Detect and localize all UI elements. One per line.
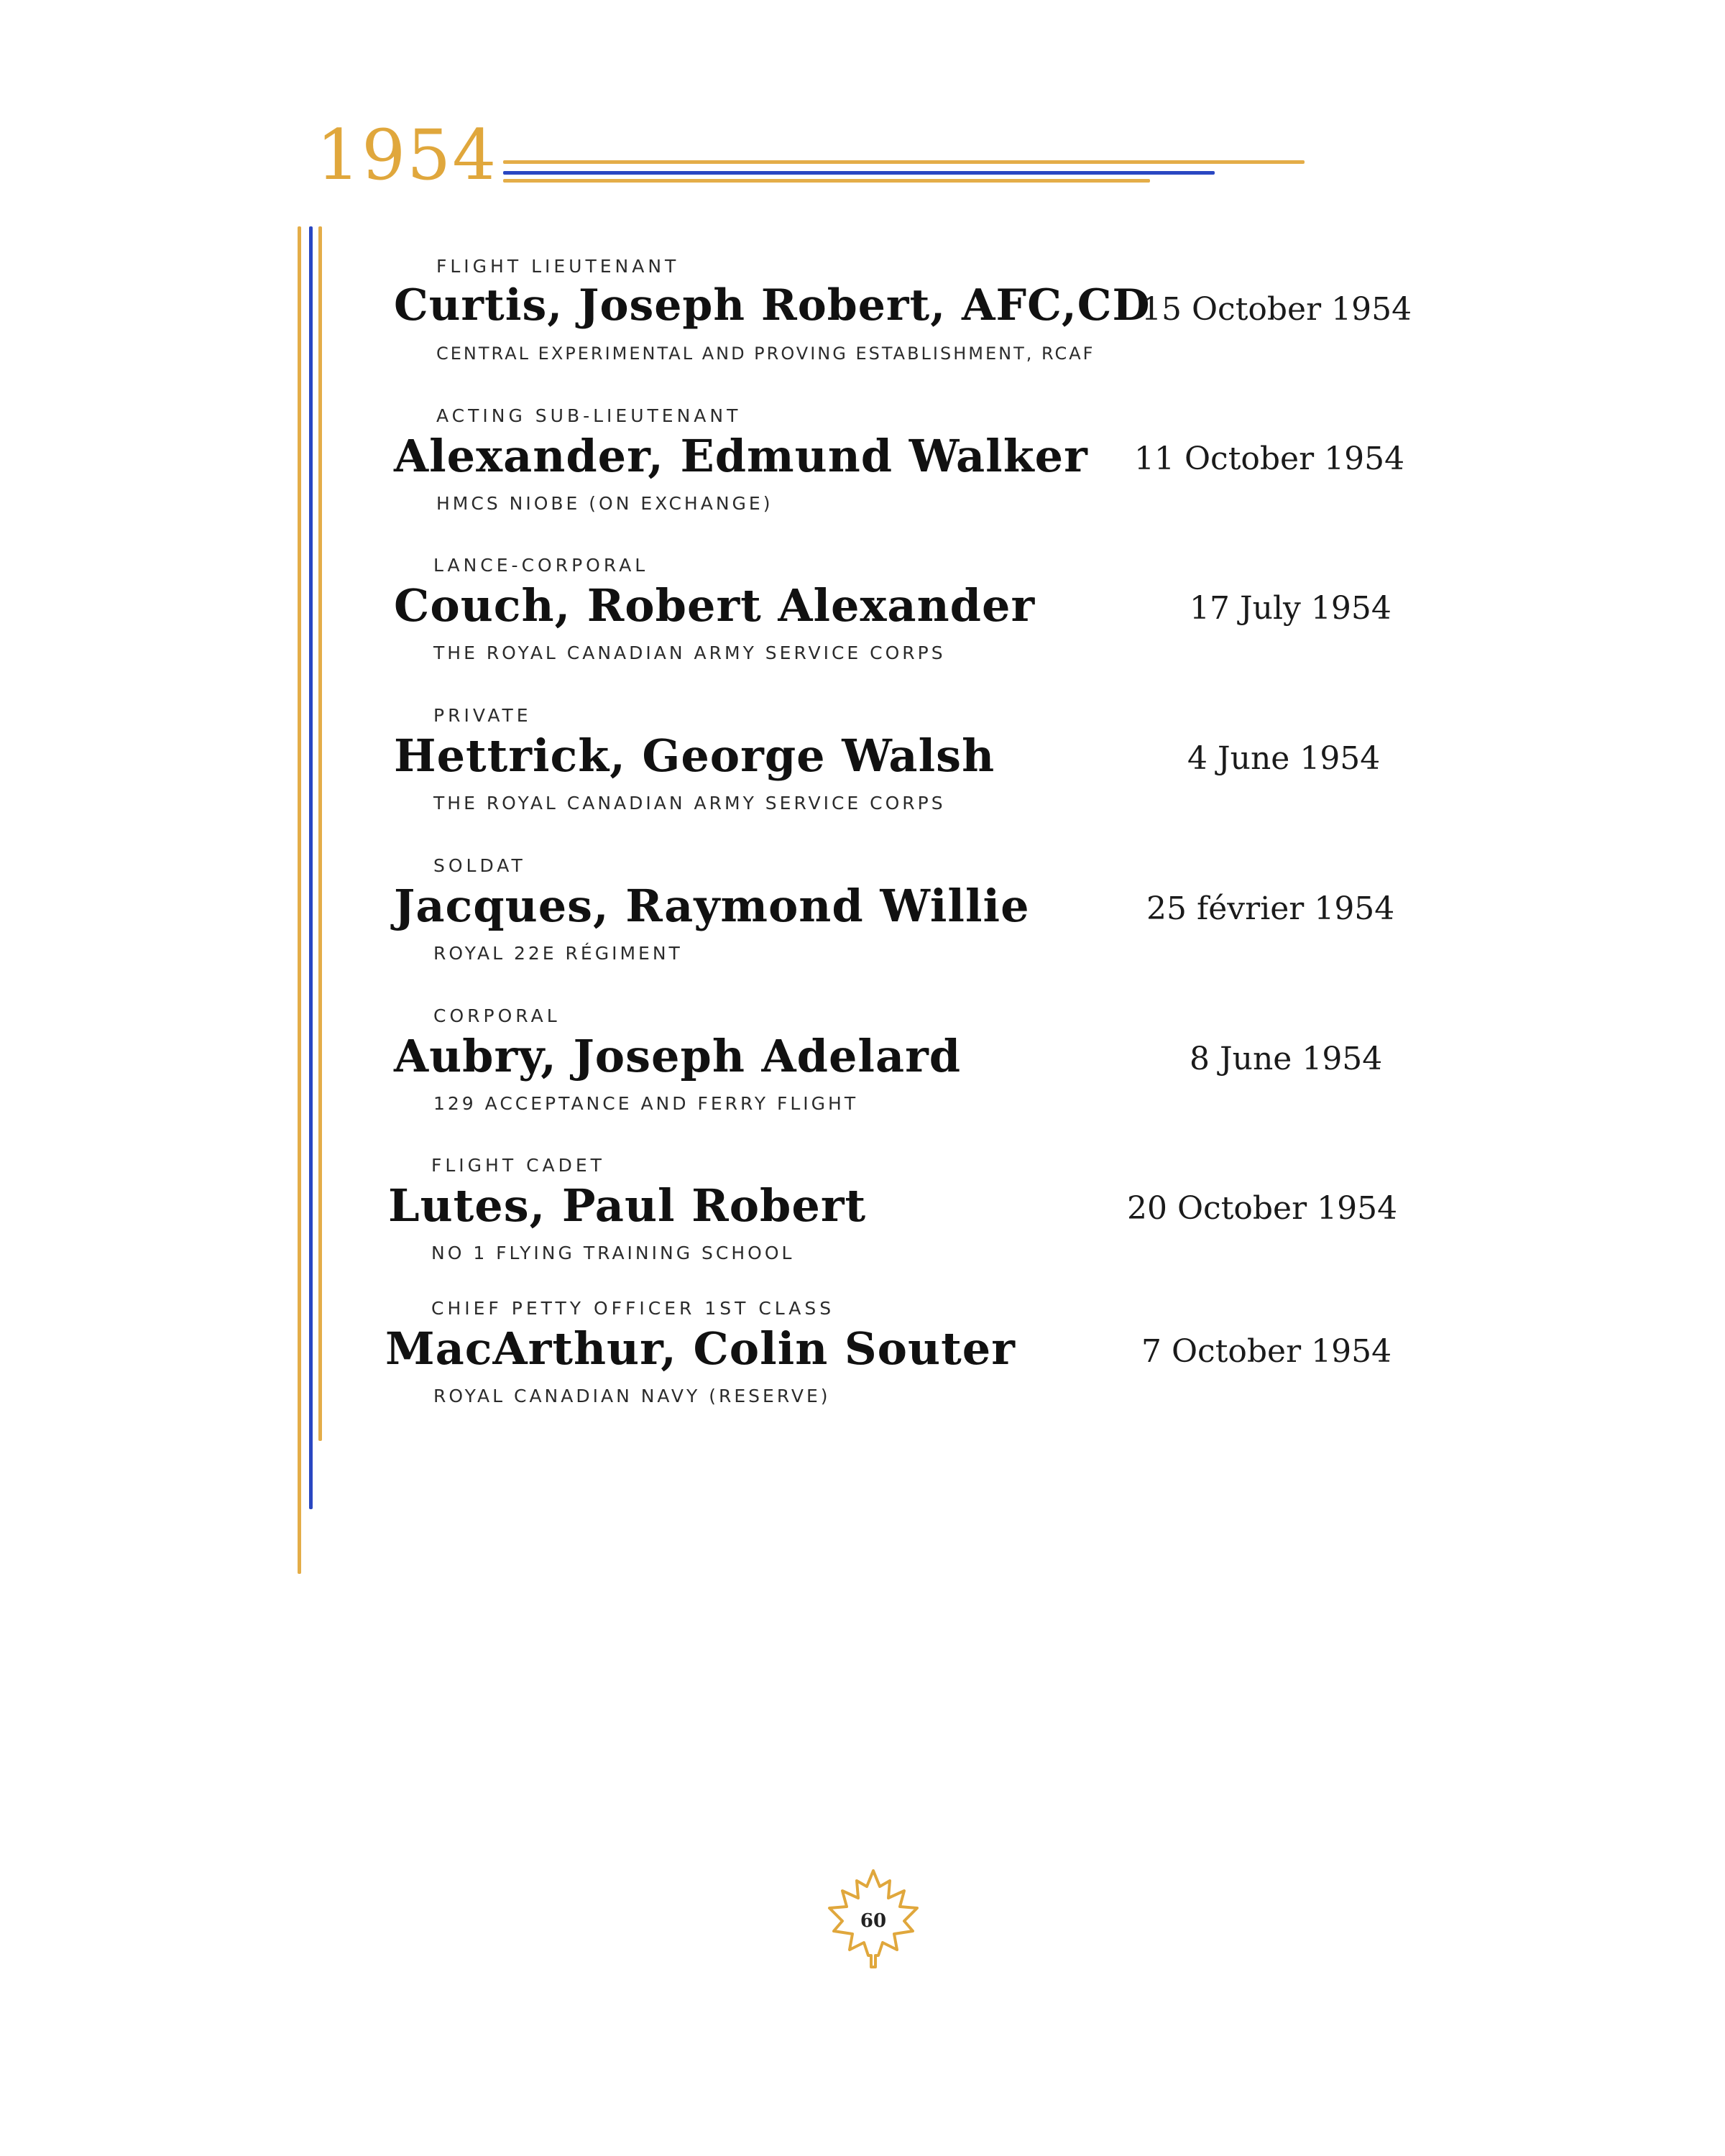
entry-name: MacArthur, Colin Souter [385,1322,1016,1375]
page-number: 60 [860,1910,887,1932]
entry-rank: LANCE-CORPORAL [433,555,649,576]
entry-date: 15 October 1954 [1141,291,1412,328]
entry-name: Hettrick, George Walsh [394,729,995,782]
memorial-entry [0,701,1725,844]
entry-date: 11 October 1954 [1134,441,1405,477]
entry-rank: ACTING SUB-LIEUTENANT [436,405,742,426]
entry-name: Lutes, Paul Robert [388,1179,867,1232]
entry-name: Couch, Robert Alexander [394,579,1036,632]
entry-unit: THE ROYAL CANADIAN ARMY SERVICE CORPS [433,793,946,814]
entry-rank: CORPORAL [433,1005,561,1026]
memorial-entry [0,550,1725,694]
entry-name: Jacques, Raymond Willie [394,880,1030,932]
entry-date: 20 October 1954 [1127,1190,1398,1227]
entry-name: Alexander, Edmund Walker [394,430,1088,482]
memorial-entry [0,1294,1725,1437]
header-rule-blue [503,171,1215,175]
memorial-entry [0,252,1725,395]
entry-rank: PRIVATE [433,705,532,726]
entry-date: 8 June 1954 [1190,1041,1383,1077]
entry-unit: ROYAL CANADIAN NAVY (RESERVE) [433,1386,831,1406]
entry-unit: 129 ACCEPTANCE AND FERRY FLIGHT [433,1093,859,1114]
entry-unit: ROYAL 22E RÉGIMENT [433,943,683,964]
entry-date: 17 July 1954 [1190,590,1392,627]
entry-unit: THE ROYAL CANADIAN ARMY SERVICE CORPS [433,642,946,663]
memorial-entry [0,401,1725,545]
entry-name: Aubry, Joseph Adelard [394,1030,962,1082]
entry-unit: NO 1 FLYING TRAINING SCHOOL [431,1243,795,1263]
page-year-heading: 1954 [316,115,498,195]
memorial-entry [0,851,1725,995]
entry-unit: CENTRAL EXPERIMENTAL AND PROVING ESTABLISHMENT, RCAF [436,344,1095,364]
memorial-entry [0,1001,1725,1145]
header-rule-gold-top [503,160,1305,164]
header-rule-gold-bottom [503,179,1150,183]
entry-name: Curtis, Joseph Robert, AFC,CD [394,280,1151,331]
entry-rank: SOLDAT [433,855,526,876]
entry-date: 25 février 1954 [1146,890,1395,927]
entry-rank: CHIEF PETTY OFFICER 1ST CLASS [431,1298,835,1319]
memorial-entry [0,1151,1725,1294]
entry-date: 4 June 1954 [1187,740,1381,777]
entry-rank: FLIGHT LIEUTENANT [436,256,680,277]
entry-date: 7 October 1954 [1141,1333,1392,1370]
entry-rank: FLIGHT CADET [431,1155,605,1176]
entry-unit: HMCS NIOBE (ON EXCHANGE) [436,493,773,514]
